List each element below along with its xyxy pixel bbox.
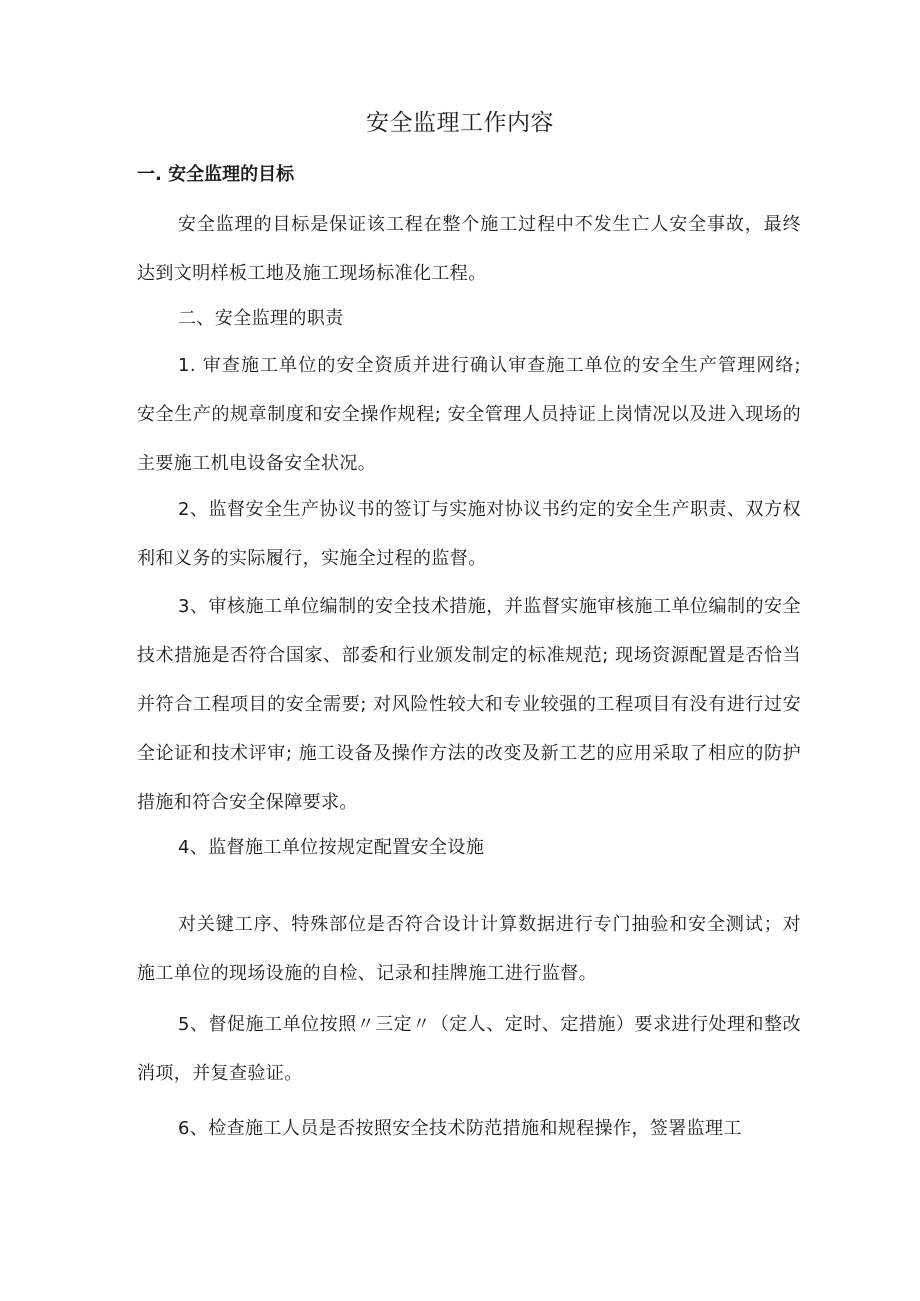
paragraph-duty-2: 2、监督安全生产协议书的签订与实施对协议书约定的安全生产职责、双方权利和义务的实际履行，实施全过程的监督。 (137, 499, 801, 569)
paragraph-duty-6: 6、检查施工人员是否按照安全技术防范措施和规程操作，签署监理工 (178, 1118, 742, 1139)
paragraph-duty-3: 3、审核施工单位编制的安全技术措施，并监督实施审核施工单位编制的安全技术措施是否符合国家、部委和行业颁发制定的标准规范; 现场资源配置是否恰当并符合工程项目的安全需要; 对风险性较大和专业较强的工程项目有没有进行过安全论证和技术评审; 施工设备及操作方法的改变及新工艺的应用采取了相应的防护措施和符合安全保障要求。 (137, 596, 801, 813)
document-title: 安全监理工作内容 (366, 110, 554, 136)
paragraph-duty-4: 4、监督施工单位按规定配置安全设施 (178, 837, 485, 858)
section-heading-duties: 二、安全监理的职责 (178, 308, 344, 329)
paragraph-objective: 安全监理的目标是保证该工程在整个施工过程中不发生亡人安全事故，最终达到文明样板工地及施工现场标准化工程。 (137, 214, 801, 284)
paragraph-duty-4-detail: 对关键工序、特殊部位是否符合设计计算数据进行专门抽验和安全测试；对施工单位的现场设施的自检、记录和挂牌施工进行监督。 (137, 914, 801, 984)
paragraph-duty-1: 1. 审查施工单位的安全资质并进行确认审查施工单位的安全生产管理网络; 安全生产的规章制度和安全操作规程; 安全管理人员持证上岗情况以及进入现场的主要施工机电设备安全状况。 (137, 355, 801, 474)
paragraph-duty-5: 5、督促施工单位按照〃三定〃（定人、定时、定措施）要求进行处理和整改消项，并复查验证。 (137, 1014, 801, 1084)
section-heading-objectives: 一. 安全监理的目标 (137, 164, 295, 185)
